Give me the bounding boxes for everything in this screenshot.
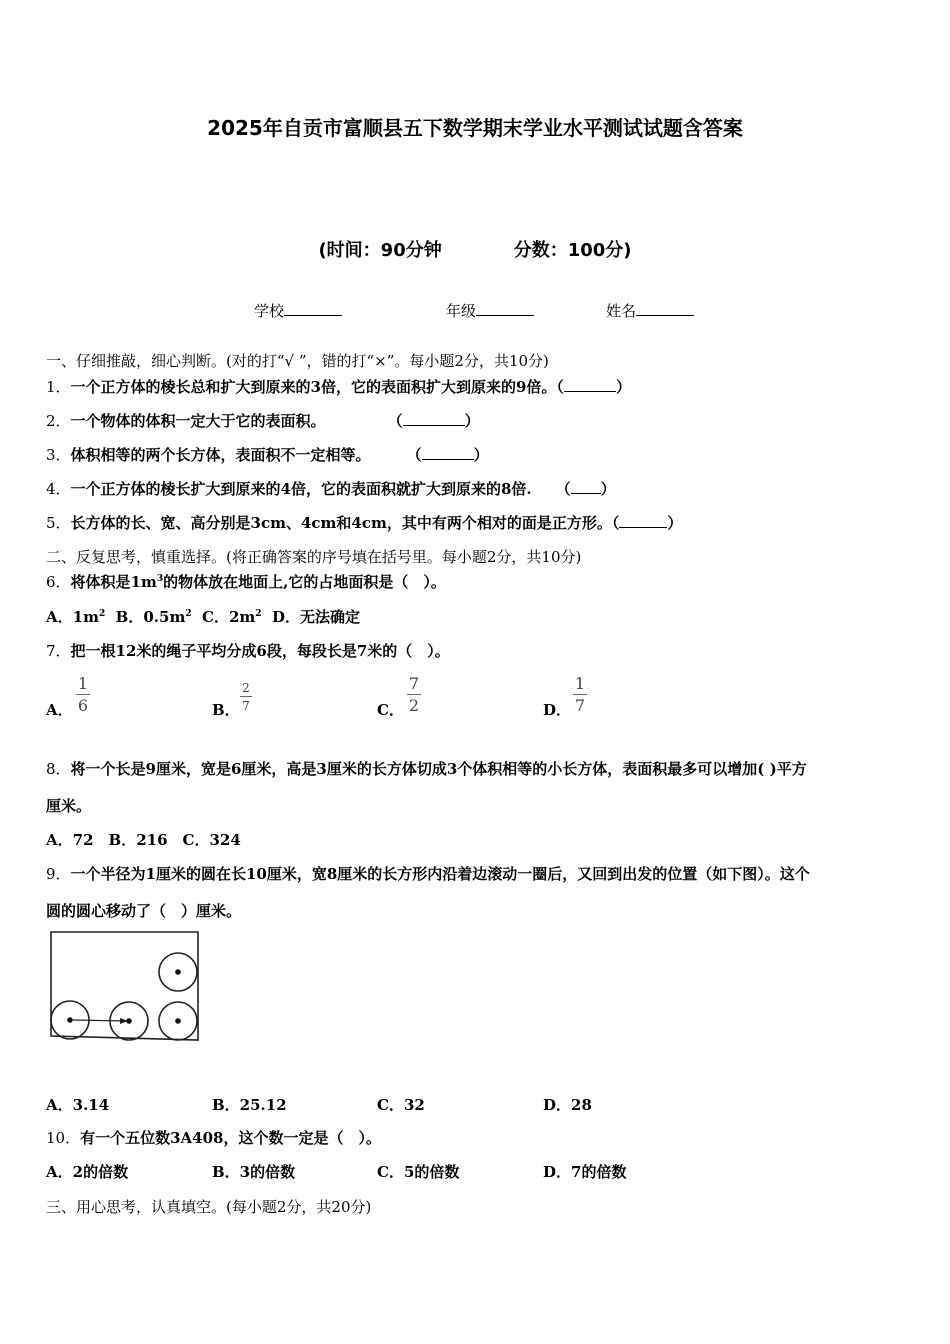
school-field [254,300,342,321]
option-b[interactable]: B． [212,701,240,719]
center-dot [175,969,181,975]
exam-score: 分数：100分) [513,240,632,261]
option-a[interactable]: A．2的倍数 [46,1163,129,1181]
question-8: 8．将一个长是9厘米，宽是6厘米，高是3厘米的长方体切成3个体积相等的小长方体，表面积最多可以增加( )平方 [46,760,807,778]
rolling-circle-diagram [48,928,204,1046]
grade-label: 年级 [446,302,477,320]
option-c[interactable]: C．$2m^2$ [202,608,262,626]
question-5: 5．长方体的长、宽、高分别是3cm、4cm和4cm，其中有两个相对的面是正方形。（ ） [46,514,683,532]
section-2-heading: 二、反复思考，慎重选择。(将正确答案的序号填在括号里。每小题2分，共10分) [46,548,582,566]
question-6: 6．将体积是$1m^3$的物体放在地面上,它的占地面积是（ ）。 [46,573,446,591]
question-9: 9．一个半径为1厘米的圆在长10厘米，宽8厘米的长方形内沿着边滚动一圈后，又回到出发的位置（如下图）。这个 [46,865,810,883]
answer-blank[interactable] [619,514,667,528]
answer-blank[interactable] [564,378,616,392]
question-3: 3．体积相等的两个长方体，表面积不一定相等。 （ ） [46,446,489,464]
question-7: 7．把一根12米的绳子平均分成6段，每段长是7米的（ ）。 [46,642,450,660]
question-10: 10．有一个五位数3A408，这个数一定是（ ）。 [46,1129,381,1147]
option-d[interactable]: D．7的倍数 [543,1163,627,1181]
option-d[interactable]: D．无法确定 [272,608,361,626]
page-title: 2025年自贡市富顺县五下数学期末学业水平测试试题含答案 [207,116,743,140]
school-blank[interactable] [284,301,342,316]
option-b[interactable]: B．3的倍数 [212,1163,296,1181]
motion-arrow [73,1020,126,1021]
center-dot [67,1017,73,1023]
question-4: 4．一个正方体的棱长扩大到原来的4倍，它的表面积就扩大到原来的8倍. （ ） [46,480,616,498]
option-a[interactable]: A．3.14 [46,1096,110,1114]
question-8-cont: 厘米。 [46,797,92,815]
exam-time: (时间：90分钟 [318,240,442,261]
rectangle-outline [51,932,198,1040]
section-1-heading: 一、仔细推敲，细心判断。(对的打“√ ”，错的打“×”。每小题2分，共10分) [46,352,549,370]
exam-meta [0,236,950,262]
fraction-option-a: $\frac{1}{6}$ [77,674,89,715]
fraction-option-b: $\frac{2}{7}$ [240,682,252,712]
option-a[interactable]: A． [46,701,73,719]
option-d[interactable]: D． [543,701,572,719]
question-1: 1．一个正方体的棱长总和扩大到原来的3倍，它的表面积扩大到原来的9倍。（ ） [46,378,631,396]
grade-field [446,300,534,321]
center-dot [175,1018,181,1024]
question-6-options [46,606,360,627]
question-8-options[interactable]: A．72 B．216 C．324 [46,831,241,849]
section-3-heading: 三、用心思考，认真填空。(每小题2分，共20分) [46,1198,372,1216]
name-blank[interactable] [636,301,694,316]
option-c[interactable]: C．32 [377,1096,425,1114]
arrow-head [120,1018,128,1024]
option-b[interactable]: B．25.12 [212,1096,287,1114]
option-c[interactable]: C．5的倍数 [377,1163,460,1181]
name-label: 姓名 [606,302,637,320]
grade-blank[interactable] [476,301,534,316]
option-a[interactable]: A．$1m^2$ [46,608,106,626]
fraction-option-c: $\frac{7}{2}$ [408,674,420,715]
name-field [606,300,694,321]
option-d[interactable]: D．28 [543,1096,592,1114]
answer-blank[interactable] [403,412,465,426]
fraction-option-d: $\frac{1}{7}$ [574,674,586,715]
question-9-cont: 圆的圆心移动了（ ）厘米。 [46,902,242,920]
option-c[interactable]: C． [377,701,404,719]
answer-blank[interactable] [571,480,601,494]
question-2: 2．一个物体的体积一定大于它的表面积。 （ ） [46,412,480,430]
answer-blank[interactable] [422,446,474,460]
school-label: 学校 [254,302,285,320]
option-b[interactable]: B．$0.5m^2$ [115,608,192,626]
